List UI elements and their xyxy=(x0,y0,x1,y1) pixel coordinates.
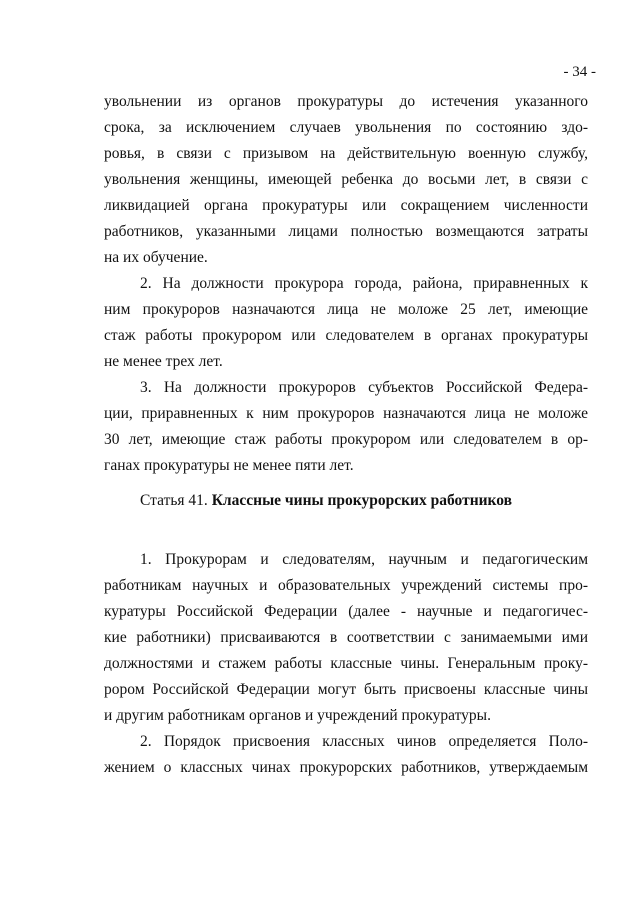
text-line: 3. На должности прокуроров субъектов Российской Федера- xyxy=(140,379,588,396)
article-heading-title: Классные чины прокурорских работников xyxy=(211,492,513,509)
text-line: ции, приравненных к ним прокуроров назначаются лица не моложе xyxy=(104,405,588,422)
text-line: ликвидацией органа прокуратуры или сокращением численности xyxy=(104,197,588,214)
text-line: на их обучение. xyxy=(104,249,208,266)
text-line: должностями и стажем работы классные чины. Генеральным проку- xyxy=(104,655,588,672)
article-heading xyxy=(140,492,512,510)
article-heading-prefix: Статья 41. xyxy=(140,492,212,509)
text-line: 1. Прокурорам и следователям, научным и педагогическим xyxy=(140,551,588,568)
text-line: куратуры Российской Федерации (далее - научные и педагогичес- xyxy=(104,603,588,620)
text-line: увольнения женщины, имеющей ребенка до восьми лет, в связи с xyxy=(104,171,588,188)
text-line: жением о классных чинах прокурорских работников, утверждаемым xyxy=(104,759,588,776)
page-number: - 34 - xyxy=(563,64,596,80)
text-line: 2. На должности прокурора города, района, приравненных к xyxy=(140,275,588,292)
text-line: стаж работы прокурором или следователем в органах прокуратуры xyxy=(104,327,588,344)
text-line: ровья, в связи с призывом на действительную военную службу, xyxy=(104,145,588,162)
text-line: ним прокуроров назначаются лица не моложе 25 лет, имеющие xyxy=(104,301,588,318)
text-line: не менее трех лет. xyxy=(104,353,223,370)
text-line: рором Российской Федерации могут быть присвоены классные чины xyxy=(104,681,588,698)
text-line: срока, за исключением случаев увольнения по состоянию здо- xyxy=(104,119,588,136)
text-line: 30 лет, имеющие стаж работы прокурором или следователем в ор- xyxy=(104,431,588,448)
text-line: и другим работникам органов и учреждений прокуратуры. xyxy=(104,707,491,724)
text-line: работникам научных и образовательных учреждений системы про- xyxy=(104,577,588,594)
text-line: кие работники) присваиваются в соответствии с занимаемыми ими xyxy=(104,629,588,646)
text-line: увольнении из органов прокуратуры до истечения указанного xyxy=(104,93,588,110)
text-line: 2. Порядок присвоения классных чинов определяется Поло- xyxy=(140,733,588,750)
text-line: ганах прокуратуры не менее пяти лет. xyxy=(104,457,354,474)
text-line: работников, указанными лицами полностью возмещаются затраты xyxy=(104,223,588,240)
